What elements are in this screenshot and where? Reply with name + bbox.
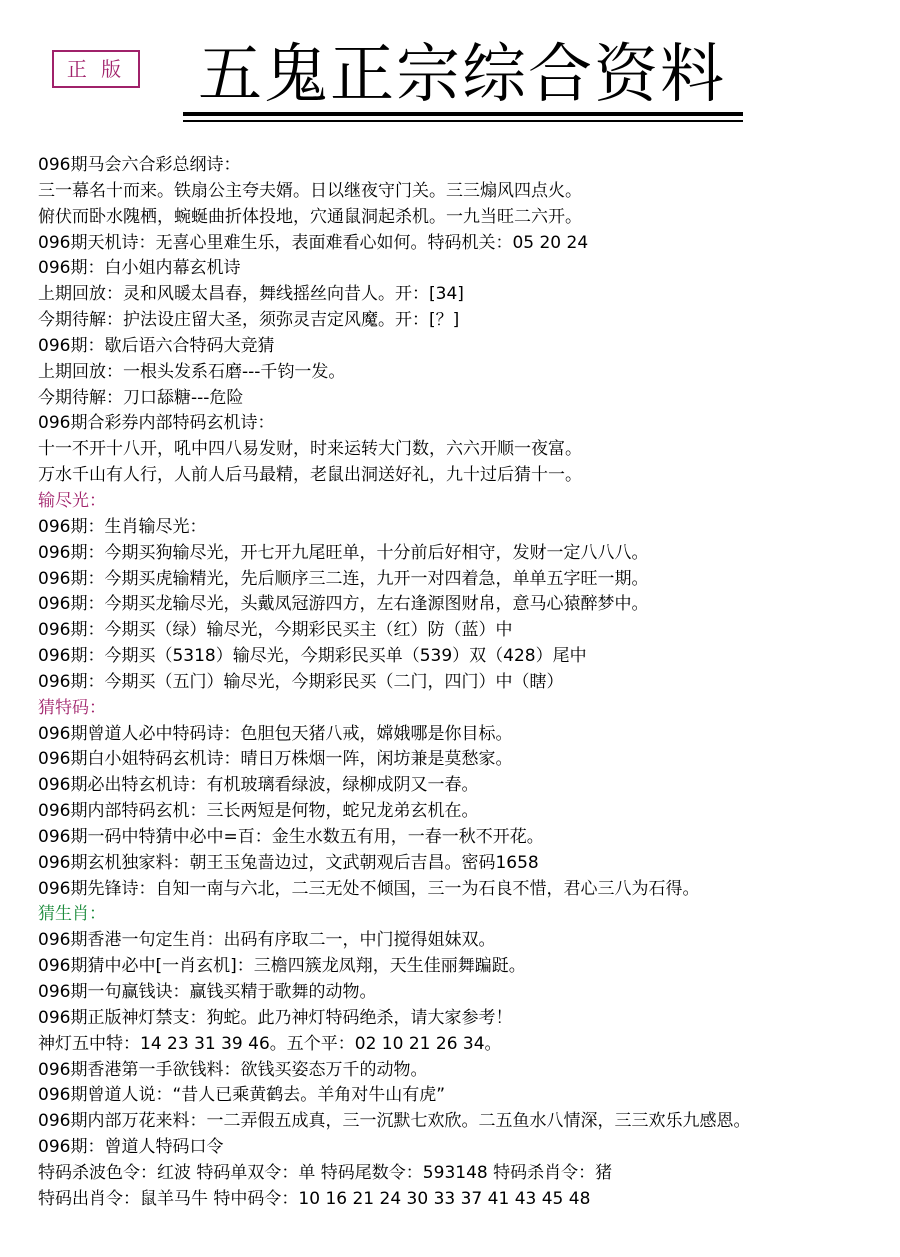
text-line: 096期正版神灯禁支：狗蛇。此乃神灯特码绝杀，请大家参考！ — [38, 1007, 513, 1028]
title-underline-thick — [183, 112, 743, 116]
section-heading: 猜特码： — [38, 697, 106, 718]
official-badge: 正 版 — [52, 50, 140, 88]
text-line: 096期猜中必中[一肖玄机]：三檐四簇龙凤翔，天生佳丽舞蹁跹。 — [38, 956, 526, 977]
text-line: 096期：今期买（五门）输尽光，今期彩民买（二门，四门）中（瞎） — [38, 671, 564, 692]
text-line: 神灯五中特：14 23 31 39 46。五个平：02 10 21 26 34。 — [38, 1033, 502, 1054]
section-heading: 猜生肖： — [38, 904, 106, 925]
text-line: 096期合彩券内部特码玄机诗： — [38, 413, 275, 434]
text-line: 096期玄机独家料：朝王玉兔啬边过，文武朝观后吉昌。密码1658 — [38, 852, 539, 873]
text-line: 096期先锋诗：自知一南与六北，二三无处不倾国，三一为石良不惜，君心三八为石得。 — [38, 878, 700, 899]
text-line: 特码杀波色令：红波 特码单双令：单 特码尾数令：593148 特码杀肖令：猪 — [38, 1162, 613, 1183]
text-line: 096期：今期买龙输尽光，头戴凤冠游四方，左右逢源图财帛，意马心猿醉梦中。 — [38, 594, 649, 615]
text-line: 096期内部万花来料：一二弄假五成真，三一沉默七欢欣。二五鱼水八情深，三三欢乐九感恩。 — [38, 1111, 751, 1132]
text-line: 096期必出特玄机诗：有机玻璃看绿波，绿柳成阴又一春。 — [38, 775, 479, 796]
text-line: 十一不开十八开，吼中四八易发财，时来运转大门数，六六开顺一夜富。 — [38, 439, 582, 460]
text-line: 096期香港一句定生肖：出码有序取二一，中门搅得姐妹双。 — [38, 930, 496, 951]
title-underline-thin — [183, 120, 743, 122]
text-line: 096期：今期买狗输尽光，开七开九尾旺单，十分前后好相守，发财一定八八八。 — [38, 542, 649, 563]
text-line: 096期：今期买（5318）输尽光，今期彩民买单（539）双（428）尾中 — [38, 646, 587, 667]
text-line: 096期：白小姐内幕玄机诗 — [38, 258, 241, 279]
page-title: 五鬼正宗综合资料 — [198, 38, 726, 112]
text-line: 特码出肖令：鼠羊马牛 特中码令：10 16 21 24 30 33 37 41 43 45 48 — [38, 1188, 591, 1209]
text-line: 096期：今期买（绿）输尽光，今期彩民买主（红）防（蓝）中 — [38, 620, 513, 641]
document-body — [38, 153, 888, 1213]
text-line: 俯伏而卧水隗栖，蜿蜒曲折体投地，穴通鼠洞起杀机。一九当旺二六开。 — [38, 206, 582, 227]
text-line: 096期香港第一手欲钱料：欲钱买姿态万千的动物。 — [38, 1059, 428, 1080]
text-line: 096期天机诗：无喜心里难生乐，表面难看心如何。特码机关：05 20 24 — [38, 232, 589, 253]
text-line: 096期：曾道人特码口令 — [38, 1137, 224, 1158]
text-line: 096期：今期买虎输精光，先后顺序三二连，九开一对四着急，单单五字旺一期。 — [38, 568, 649, 589]
text-line: 上期回放：一根头发系石磨---千钧一发。 — [38, 361, 346, 382]
section-heading: 输尽光： — [38, 490, 106, 511]
text-line: 万水千山有人行，人前人后马最精，老鼠出洞送好礼，九十过后猜十一。 — [38, 465, 582, 486]
text-line: 096期马会六合彩总纲诗： — [38, 155, 241, 175]
text-line: 今期待解：刀口舔糖---危险 — [38, 387, 244, 408]
text-line: 今期待解：护法设庄留大圣，须弥灵吉定风魔。开：[？] — [38, 310, 460, 331]
text-line: 096期：歇后语六合特码大竞猜 — [38, 335, 275, 356]
text-line: 上期回放：灵和风暖太昌春，舞线摇丝向昔人。开：[34] — [38, 284, 464, 305]
text-line: 096期白小姐特码玄机诗：晴日万株烟一阵，闲坊兼是莫愁家。 — [38, 749, 513, 770]
text-line: 096期曾道人必中特码诗：色胆包天猪八戒，嫦娥哪是你目标。 — [38, 723, 513, 744]
text-line: 096期一句赢钱诀：赢钱买精于歌舞的动物。 — [38, 982, 377, 1002]
text-line: 096期曾道人说：“昔人已乘黄鹤去。羊角对牛山有虎” — [38, 1085, 446, 1106]
text-line: 096期：生肖输尽光： — [38, 516, 207, 537]
text-line: 三一幕名十而来。铁扇公主夸夫婿。日以继夜守门关。三三煽风四点火。 — [38, 180, 582, 201]
text-line: 096期内部特码玄机：三长两短是何物，蛇兄龙弟玄机在。 — [38, 801, 479, 822]
text-line: 096期一码中特猜中必中=百：金生水数五有用，一春一秋不开花。 — [38, 826, 544, 847]
